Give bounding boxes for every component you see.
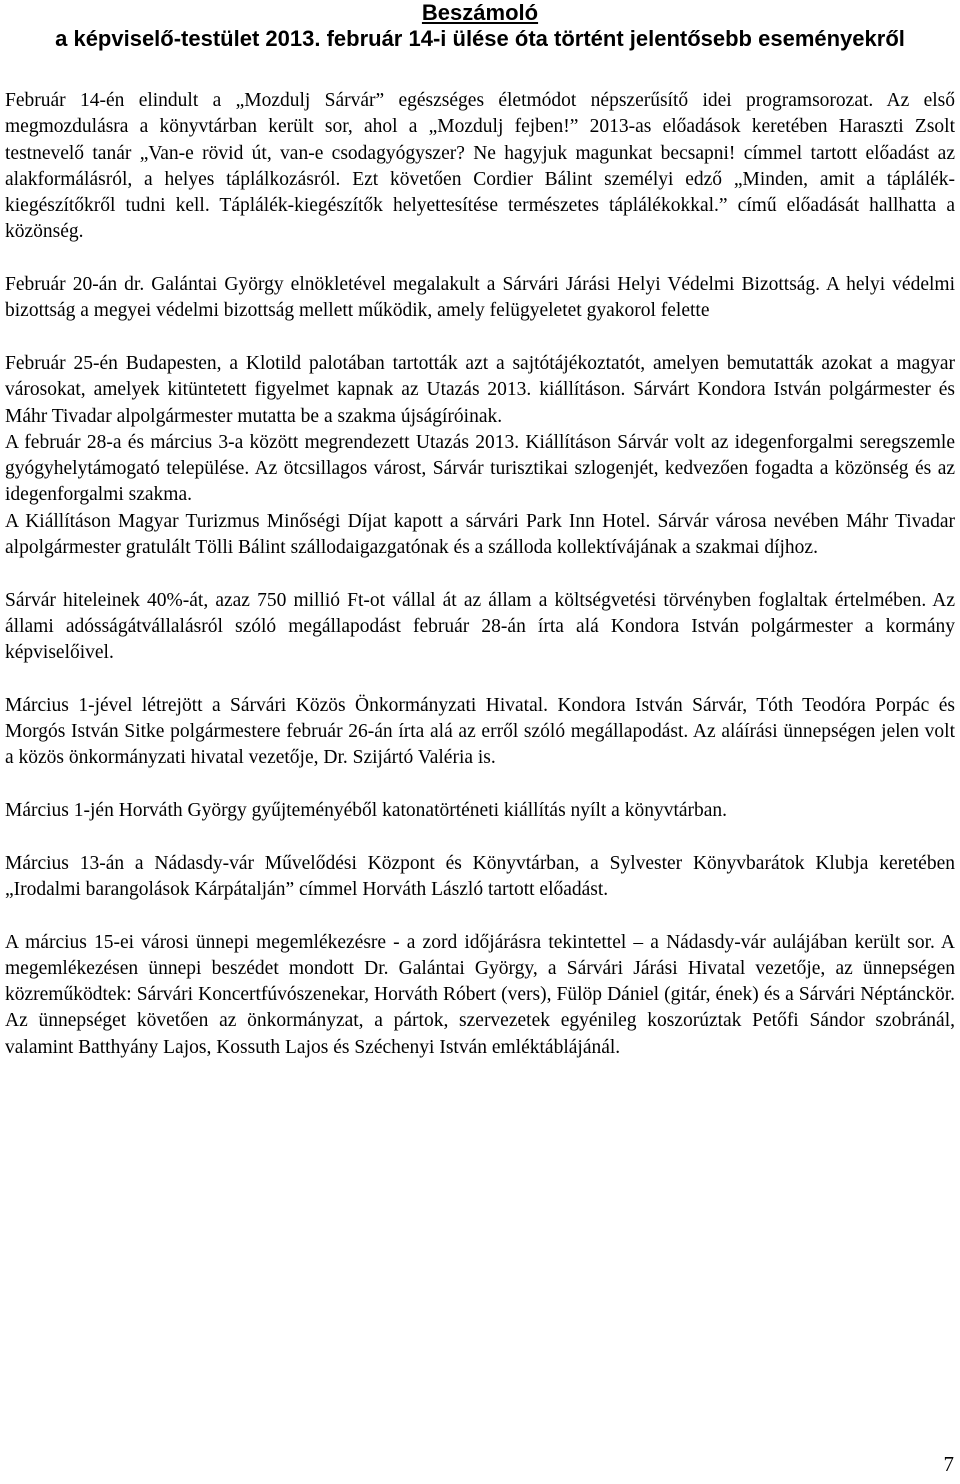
page-number: 7 (943, 1452, 954, 1476)
report-body (5, 88, 955, 1061)
report-subtitle: a képviselő-testület 2013. február 14-i ülése óta történt jelentősebb eseményekről (55, 26, 905, 51)
paragraph-kozos-hivatal: Március 1-jével létrejött a Sárvári Közös Önkormányzati Hivatal. Kondora István Sárvár, Tóth Teodóra Porpác és Morgós István Sitke polgármestere február 26-án írta alá az erről szóló megállapodást. Az aláírási ünnepségen jelen volt a közös önkormányzati hivatal vezetője, Dr. Szijártó Valéria is. (5, 694, 955, 769)
paragraph-sajtotajekoztato: Február 25-én Budapesten, a Klotild palotában tartották azt a sajtótájékoztatót, amelyen bemutatták azokat a magyar városokat, amelyek kitüntetett figyelmet kapnak az Utazás 2013. kiállításon. Sárvárt Kondora István polgármester és Máhr Tivadar alpolgármester mutatta be a szakma újságíróinak. (5, 352, 955, 427)
paragraph-katonatorteneti-kiallitas: Március 1-jén Horváth György gyűjteményéből katonatörténeti kiállítás nyílt a könyvtárban. (5, 800, 728, 822)
paragraph-irodalmi-barangolasok: Március 13-án a Nádasdy-vár Művelődési Központ és Könyvtárban, a Sylvester Könyvbarátok Klubja keretében „Irodalmi barangolások Kárpátalján” címmel Horváth László tartott előadást. (5, 852, 955, 900)
paragraph-vedelmi-bizottsag: Február 20-án dr. Galántai György elnökletével megalakult a Sárvári Járási Helyi Védelmi Bizottság. A helyi védelmi bizottság a megyei védelmi bizottság mellett működik, amely felügyeletet gyakorol felette (5, 274, 955, 322)
paragraph-utazas-kiallitas: A február 28-a és március 3-a között megrendezett Utazás 2013. Kiállításon Sárvár volt az idegenforgalmi seregszemle gyógyhelytámogató települése. Az ötcsillagos várost, Sárvár turisztikai szlogenjét, kedvezően fogadta a közönség és az idegenforgalmi szakma. (5, 431, 955, 506)
paragraph-adossagatvallalas: Sárvár hiteleinek 40%-át, azaz 750 millió Ft-ot vállal át az állam a költségvetési törvényben foglaltak értelmében. Az állami adósságátvállalásról szóló megállapodást február 28-án írta alá Kondora István polgármester a kormány képviselőivel. (5, 589, 955, 664)
paragraph-marcius-15: A március 15-ei városi ünnepi megemlékezésre - a zord időjárásra tekintettel – a Nádasdy-vár aulájában került sor. A megemlékezésen ünnepi beszédet mondott Dr. Galántai György, a Sárvári Járási Hivatal vezetője, az ünnepségen közreműködtek: Sárvári Koncertfúvószenekar, Horváth Róbert (vers), Fülöp Dániel (gitár, ének) és a Sárvári Néptánckör. Az ünnepséget követően az önkormányzat, a pártok, szervezetek egyénileg koszorúztak Petőfi Sándor szobránál, valamint Batthyány Lajos, Kossuth Lajos és Széchenyi István emléktáblájánál. (5, 931, 955, 1058)
report-title: Beszámoló (421, 0, 539, 25)
paragraph-mozdulj-sarvar: Február 14-én elindult a „Mozdulj Sárvár” egészséges életmódot népszerűsítő idei programsorozat. Az első megmozdulásra a könyvtárban került sor, ahol a „Mozdulj fejben!” 2013-as előadások keretében Haraszti Zsolt testnevelő tanár „Van-e rövid út, van-e csodagyógyszer? Ne hagyjuk magunkat becsapni! címmel tartott előadást az alakformálásról, a helyes táplálkozásról. Ezt követően Cordier Bálint személyi edző „Minden, amit a táplálék-kiegészítőkről tudni kell. Táplálék-kiegészítők helyettesítése természetes táplálékokkal.” című előadását hallhatta a közönség. (5, 90, 955, 243)
document-page (5, 0, 955, 1061)
paragraph-turizmus-dij: A Kiállításon Magyar Turizmus Minőségi Díjat kapott a sárvári Park Inn Hotel. Sárvár városa nevében Máhr Tivadar alpolgármester gratulált Tölli Bálint szállodaigazgatónak és a szálloda kollektívájának a szakmai díjhoz. (5, 510, 955, 559)
report-header (5, 0, 955, 52)
